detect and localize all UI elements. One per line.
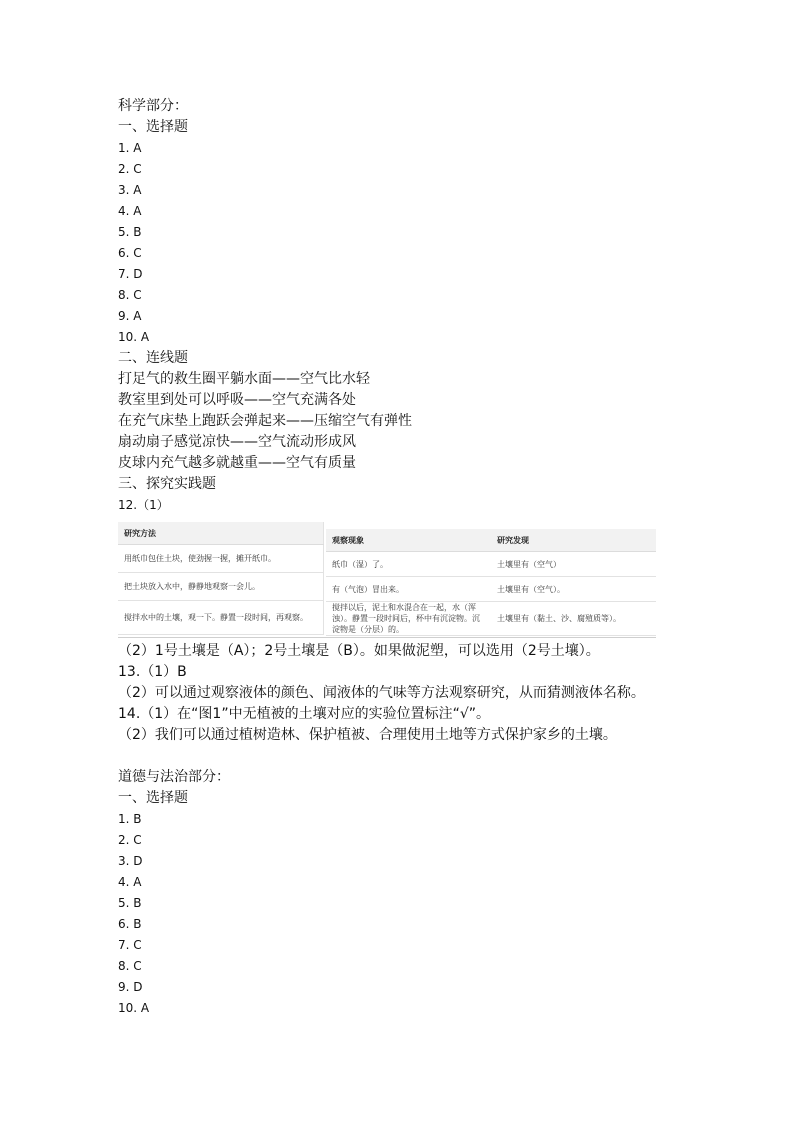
- finding-header: 研究发现: [491, 529, 656, 552]
- answer-content: [118, 96, 738, 1019]
- science-section-matching: 二、连线题: [118, 350, 188, 366]
- science-choice-list: [118, 138, 738, 348]
- research-method-table: [118, 522, 324, 635]
- q12-heading: 12.（1）: [118, 498, 169, 512]
- matching-item-1: 打足气的救生圈平躺水面——空气比水轻: [118, 371, 370, 387]
- science-section-inquiry: 三、探究实践题: [118, 476, 216, 492]
- research-method-row-1: 用纸巾包住土块，使劲握一握，摊开纸巾。: [118, 545, 324, 573]
- finding-row-1: 土壤里有（空气）: [491, 552, 656, 577]
- science-title: 科学部分：: [118, 98, 188, 114]
- science-choice-2: 2. C: [118, 162, 142, 176]
- morality-choice-2: 2. C: [118, 833, 142, 847]
- morality-section-choice: 一、选择题: [118, 790, 188, 806]
- science-choice-9: 9. A: [118, 309, 142, 323]
- matching-list: [118, 369, 738, 474]
- morality-choice-7: 7. C: [118, 938, 142, 952]
- science-choice-5: 5. B: [118, 225, 142, 239]
- science-choice-4: 4. A: [118, 204, 142, 218]
- morality-choice-4: 4. A: [118, 875, 142, 889]
- soil-experiment-tables: [118, 522, 738, 640]
- q13-part2: （2）可以通过观察液体的颜色、闻液体的气味等方法观察研究，从而猜测液体名称。: [118, 685, 645, 701]
- matching-item-4: 扇动扇子感觉凉快——空气流动形成风: [118, 434, 356, 450]
- observation-table: [326, 529, 656, 636]
- science-choice-8: 8. C: [118, 288, 142, 302]
- finding-row-3: 土壤里有（黏土、沙、腐殖质等）。: [491, 602, 656, 636]
- morality-choice-10: 10. A: [118, 1001, 150, 1015]
- matching-item-2: 教室里到处可以呼吸——空气充满各处: [118, 392, 356, 408]
- observation-row-1: 纸巾（湿）了。: [326, 552, 491, 577]
- matching-item-5: 皮球内充气越多就越重——空气有质量: [118, 455, 356, 471]
- q12-part2: （2）1号土壤是（A）；2号土壤是（B）。如果做泥塑，可以选用（2号土壤）。: [118, 643, 600, 659]
- finding-row-2: 土壤里有（空气）。: [491, 577, 656, 602]
- morality-choice-8: 8. C: [118, 959, 142, 973]
- q14-part1: 14.（1）在“图1”中无植被的土壤对应的实验位置标注“√”。: [118, 706, 491, 722]
- q13-part1: 13.（1）B: [118, 664, 187, 680]
- morality-choice-6: 6. B: [118, 917, 142, 931]
- table-divider: [118, 637, 656, 638]
- science-choice-1: 1. A: [118, 141, 142, 155]
- morality-title: 道德与法治部分：: [118, 769, 230, 785]
- science-choice-10: 10. A: [118, 330, 150, 344]
- q14-part2: （2）我们可以通过植树造林、保护植被、合理使用土地等方式保护家乡的土壤。: [118, 727, 617, 743]
- morality-choice-1: 1. B: [118, 812, 142, 826]
- science-section-choice: 一、选择题: [118, 119, 188, 135]
- morality-choice-9: 9. D: [118, 980, 143, 994]
- science-choice-6: 6. C: [118, 246, 142, 260]
- science-choice-7: 7. D: [118, 267, 143, 281]
- observation-row-3: 搅拌以后，泥土和水混合在一起，水（浑浊）。静置一段时间后，杯中有沉淀物。沉淀物是（分层）的。: [326, 602, 491, 636]
- section-spacer: [118, 746, 738, 767]
- matching-item-3: 在充气床垫上跑跃会弹起来——压缩空气有弹性: [118, 413, 412, 429]
- research-method-header: 研究方法: [118, 522, 324, 545]
- morality-choice-5: 5. B: [118, 896, 142, 910]
- observation-row-2: 有（气泡）冒出来。: [326, 577, 491, 602]
- observation-header: 观察现象: [326, 529, 491, 552]
- research-method-row-2: 把土块放入水中，静静地观察一会儿。: [118, 573, 324, 601]
- science-choice-3: 3. A: [118, 183, 142, 197]
- morality-choice-list: [118, 809, 738, 1019]
- morality-choice-3: 3. D: [118, 854, 143, 868]
- research-method-row-3: 搅拌水中的土壤，观一下。静置一段时间，再观察。: [118, 601, 324, 635]
